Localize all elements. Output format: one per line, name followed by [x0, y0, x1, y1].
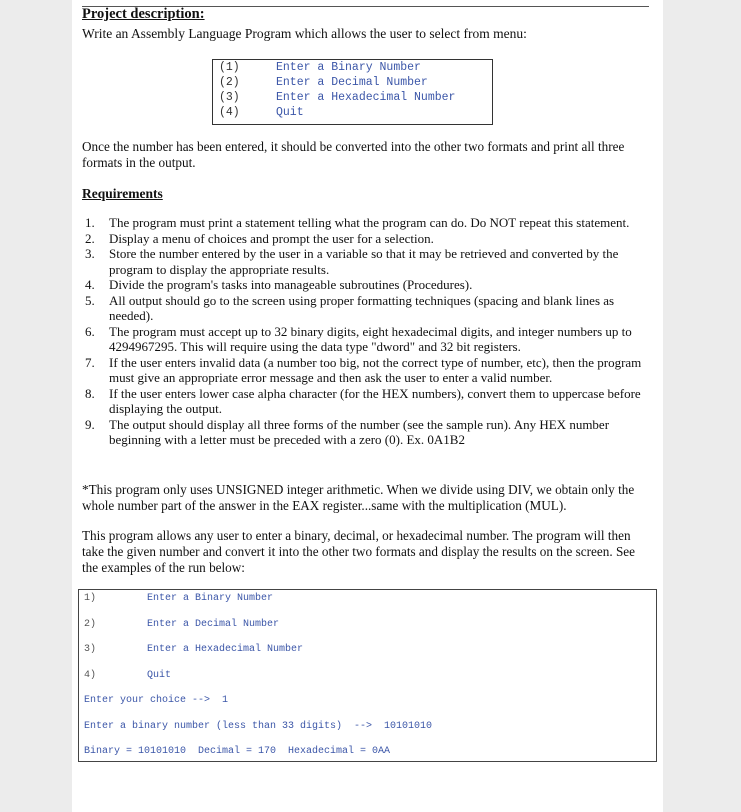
requirement-item: [85, 293, 650, 324]
requirement-item: [85, 215, 650, 231]
requirement-text: If the user enters lower case alpha character (for the HEX numbers), convert them to uppercase before displaying the output.: [109, 385, 641, 416]
menu-label: Enter a Hexadecimal Number: [276, 91, 456, 104]
requirement-number: 4.: [85, 277, 95, 292]
sample-menu-number: 3): [84, 644, 97, 655]
menu-label: Enter a Binary Number: [276, 61, 421, 74]
sample-menu-label: Enter a Binary Number: [147, 593, 274, 604]
menu-number: (4): [219, 106, 240, 119]
page-title: Project description:: [82, 6, 205, 22]
sample-menu-label: Enter a Decimal Number: [147, 619, 280, 630]
sample-menu-number: 4): [84, 670, 97, 681]
requirement-number: 9.: [85, 416, 95, 432]
sample-menu-label: Enter a Hexadecimal Number: [147, 644, 304, 655]
requirement-text: Display a menu of choices and prompt the user for a selection.: [109, 230, 434, 246]
menu-number: (2): [219, 76, 240, 89]
requirement-number: 3.: [85, 246, 95, 261]
requirement-item: [85, 324, 650, 355]
requirement-number: 6.: [85, 323, 95, 339]
menu-box: [212, 59, 493, 125]
sample-choice-line: Enter your choice --> 1: [84, 695, 229, 706]
intro-text: Write an Assembly Language Program which allows the user to select from menu:: [82, 26, 527, 41]
sample-result-line: Binary = 10101010 Decimal = 170 Hexadecimal = 0AA: [84, 746, 391, 757]
requirement-number: 8.: [85, 385, 95, 401]
requirement-item: [85, 277, 650, 293]
sample-binary-prompt: Enter a binary number (less than 33 digits) --> 10101010: [84, 721, 433, 732]
sample-menu-item: [84, 593, 274, 604]
document-page: [72, 0, 663, 812]
conversion-paragraph: Once the number has been entered, it should be converted into the other two formats and print all three formats in the output.: [82, 139, 625, 170]
program-description: This program allows any user to enter a binary, decimal, or hexadecimal number. The program will then take the given number and convert it into the other two formats and display the results on the screen. See the examples of the run below:: [82, 528, 635, 575]
requirement-item: [85, 417, 650, 448]
requirement-text: The program must accept up to 32 binary digits, eight hexadecimal digits, and integer numbers up to 4294967295. This will require using the data type "dword" and 32 bit registers.: [109, 323, 632, 354]
requirements-heading: Requirements: [82, 186, 163, 201]
sample-menu-item: [84, 644, 304, 655]
requirement-number: 1.: [85, 215, 95, 230]
requirement-number: 7.: [85, 354, 95, 370]
requirement-item: [85, 386, 650, 417]
requirement-text: Divide the program's tasks into manageable subroutines (Procedures).: [109, 277, 473, 292]
sample-menu-item: [84, 619, 280, 630]
requirement-number: 5.: [85, 292, 95, 308]
requirement-text: If the user enters invalid data (a number too big, not the correct type of number, etc), then the program must give an appropriate error message and then ask the user to enter a valid number.: [109, 354, 642, 385]
sample-menu-number: 1): [84, 593, 97, 604]
menu-number: (1): [219, 61, 240, 74]
menu-number: (3): [219, 91, 240, 104]
requirement-item: [85, 246, 650, 277]
menu-label: Quit: [276, 106, 304, 119]
sample-menu-item: [84, 670, 172, 681]
unsigned-note: *This program only uses UNSIGNED integer arithmetic. When we divide using DIV, we obtain only the whole number part of the answer in the EAX register...same with the multiplication (MUL).: [82, 482, 635, 513]
menu-row: [213, 76, 492, 91]
requirements-list: [85, 215, 650, 448]
requirement-item: [85, 355, 650, 386]
menu-row: [213, 91, 492, 106]
requirement-text: The output should display all three forms of the number (see the sample run). Any HEX number beginning with a letter must be preceded with a zero (0). Ex. 0A1B2: [109, 416, 610, 447]
requirement-text: The program must print a statement telling what the program can do. Do NOT repeat this statement.: [109, 215, 630, 230]
requirement-item: [85, 231, 650, 247]
menu-label: Enter a Decimal Number: [276, 76, 428, 89]
requirement-text: Store the number entered by the user in a variable so that it may be retrieved and converted by the program to display the appropriate results.: [109, 246, 619, 277]
sample-menu-label: Quit: [147, 670, 172, 681]
sample-menu-number: 2): [84, 619, 97, 630]
requirement-number: 2.: [85, 230, 95, 246]
sample-run-box: [78, 589, 657, 762]
menu-row: [213, 106, 492, 121]
requirement-text: All output should go to the screen using proper formatting techniques (spacing and blank lines as needed).: [109, 292, 615, 323]
menu-row: [213, 61, 492, 76]
